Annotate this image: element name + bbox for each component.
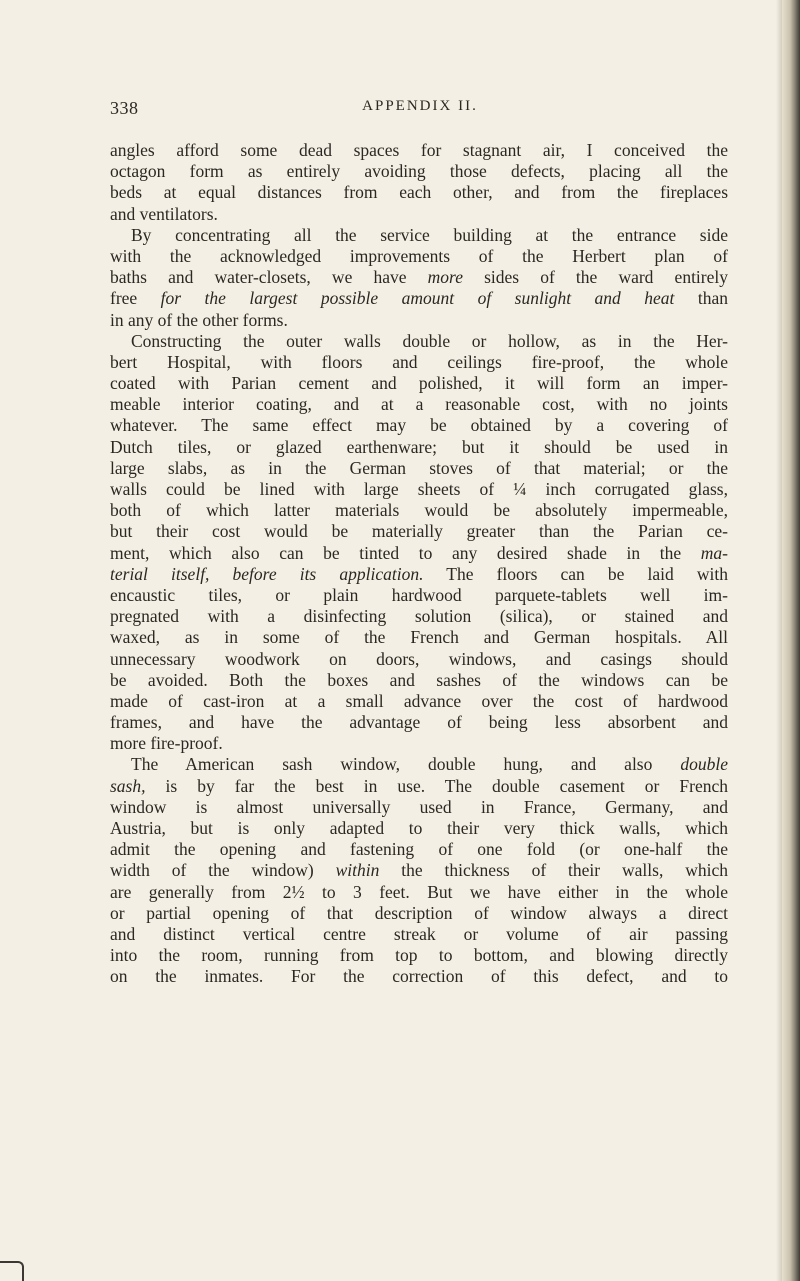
text-line: angles afford some dead spaces for stagnant air, I conceived the — [110, 140, 728, 160]
text-line: beds at equal distances from each other, and from the fireplaces — [110, 182, 728, 203]
text-line: but their cost would be materially greater than the Parian ce- — [110, 521, 728, 542]
text-line: ment, which also can be tinted to any desired shade in the ma- — [110, 542, 728, 563]
text-line: window is almost universally used in France, Germany, and — [110, 796, 728, 817]
page-edge-gradient — [776, 0, 782, 1281]
text-line: made of cast-iron at a small advance over the cost of hardwood — [110, 690, 728, 711]
text-line: admit the opening and fastening of one fold (or one-half the — [110, 839, 728, 860]
text-line: more fire-proof. — [110, 733, 223, 754]
text-line: waxed, as in some of the French and German hospitals. All — [110, 627, 728, 648]
text-line: into the room, running from top to bottom, and blowing directly — [110, 945, 728, 966]
text-line: pregnated with a disinfecting solution (silica), or stained and — [110, 606, 728, 627]
text-line: frames, and have the advantage of being less absorbent and — [110, 712, 728, 733]
text-line: and ventilators. — [110, 203, 218, 224]
text-line: whatever. The same effect may be obtained by a covering of — [110, 415, 728, 436]
text-line: large slabs, as in the German stoves of that material; or the — [110, 457, 728, 478]
text-line: encaustic tiles, or plain hardwood parquete-tablets well im- — [110, 584, 728, 605]
text-line: free for the largest possible amount of sunlight and heat than — [110, 288, 728, 309]
page-edge-shadow — [782, 0, 800, 1281]
text-line: Dutch tiles, or glazed earthenware; but it should be used in — [110, 436, 728, 457]
page-header — [110, 98, 730, 124]
text-line: meable interior coating, and at a reasonable cost, with no joints — [110, 394, 728, 415]
text-line: walls could be lined with large sheets of ¼ inch corrugated glass, — [110, 479, 728, 499]
text-line: in any of the other forms. — [110, 309, 288, 330]
paragraph-start: Constructing the outer walls double or hollow, as in the Her- — [131, 330, 728, 351]
text-line: terial itself, before its application. The floors can be laid with — [110, 563, 729, 584]
body-text — [110, 140, 728, 988]
text-line: both of which latter materials would be absolutely impermeable, — [110, 500, 728, 521]
paragraph-start: The American sash window, double hung, and also double — [131, 754, 728, 775]
text-line: coated with Parian cement and polished, it will form an imper- — [110, 373, 728, 394]
text-line: bert Hospital, with floors and ceilings fire-proof, the whole — [110, 351, 728, 372]
text-line: octagon form as entirely avoiding those defects, placing all the — [110, 161, 728, 182]
text-line: sash, is by far the best in use. The double casement or French — [110, 775, 728, 796]
corner-mark — [0, 1261, 24, 1281]
text-line: be avoided. Both the boxes and sashes of the windows can be — [110, 669, 728, 690]
paragraph-start: By concentrating all the service building at the entrance side — [131, 224, 728, 245]
text-line: baths and water-closets, we have more sides of the ward entirely — [110, 267, 728, 288]
text-line: unnecessary woodwork on doors, windows, and casings should — [110, 648, 728, 669]
page-number: 338 — [110, 98, 139, 118]
text-line: Austria, but is only adapted to their very thick walls, which — [110, 818, 728, 838]
text-line: with the acknowledged improvements of the Herbert plan of — [110, 245, 728, 266]
text-line: and distinct vertical centre streak or volume of air passing — [110, 923, 728, 944]
running-head: APPENDIX II. — [362, 98, 478, 114]
text-line: or partial opening of that description of window always a direct — [110, 902, 728, 923]
text-line: on the inmates. For the correction of this defect, and to — [110, 966, 728, 987]
text-line: width of the window) within the thickness of their walls, which — [110, 860, 728, 881]
text-line: are generally from 2½ to 3 feet. But we have either in the whole — [110, 881, 728, 902]
